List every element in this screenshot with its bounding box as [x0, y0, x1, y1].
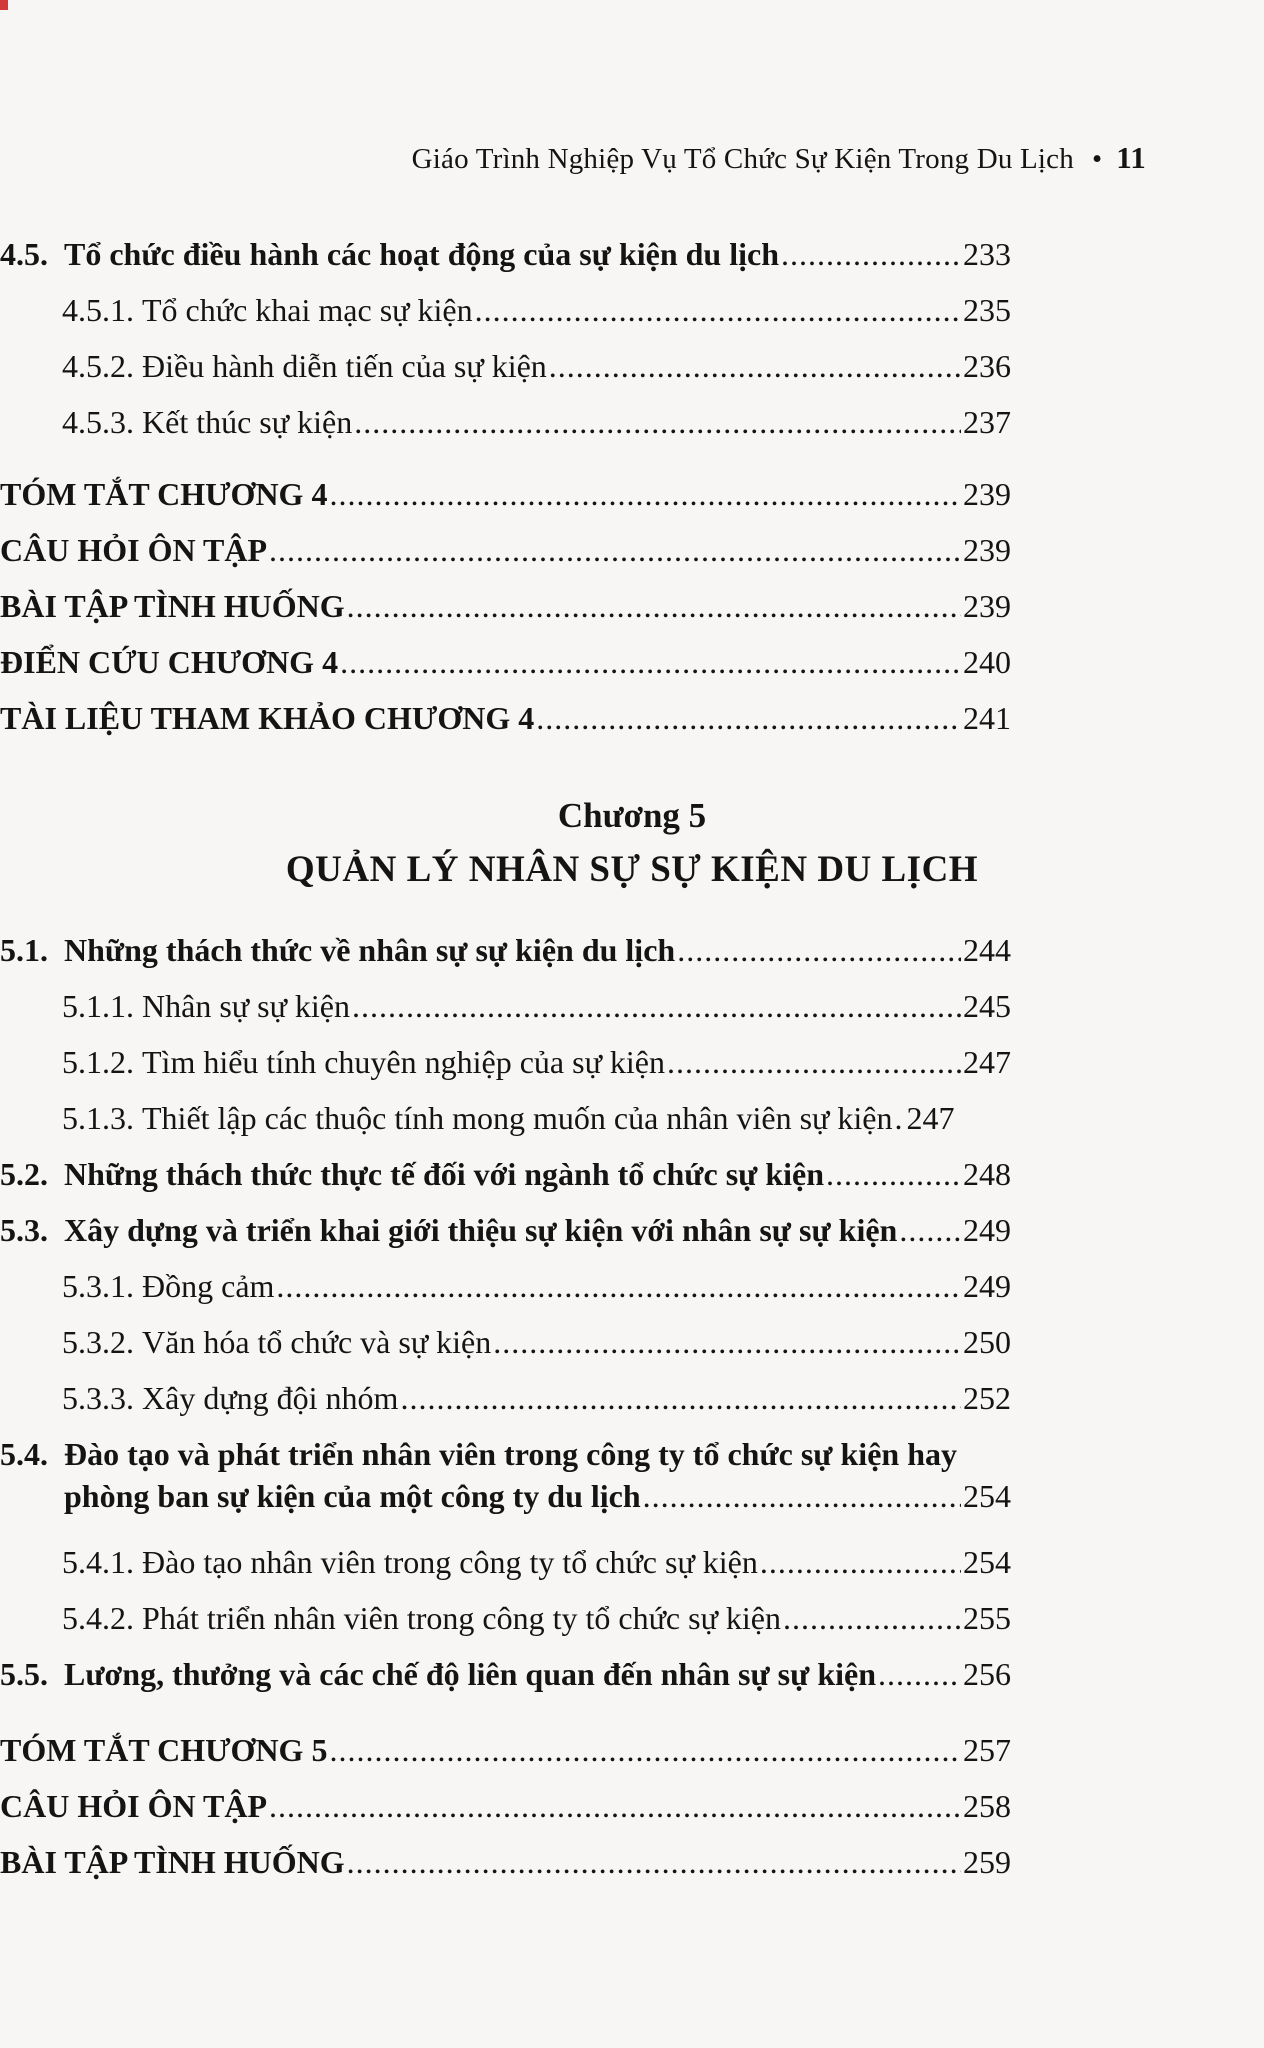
toc-entry-4-5-2[interactable] — [0, 346, 1011, 388]
dot-leader — [878, 1654, 961, 1696]
dot-leader — [899, 1210, 961, 1252]
entry-number: 5.5. — [0, 1656, 48, 1692]
entry-page: 235 — [963, 292, 1011, 328]
entry-page: 258 — [963, 1788, 1011, 1824]
dot-leader — [354, 402, 961, 444]
entry-number: 4.5.2. — [62, 348, 134, 384]
entry-page: 256 — [963, 1656, 1011, 1692]
entry-page: 240 — [963, 644, 1011, 680]
toc-entry-5-4[interactable] — [0, 1434, 1011, 1517]
entry-page: 233 — [963, 236, 1011, 272]
entry-page: 241 — [963, 700, 1011, 736]
dot-leader — [781, 234, 961, 276]
dot-leader — [667, 1042, 961, 1084]
toc-entry-4-5-1[interactable] — [0, 290, 1011, 332]
entry-page: 239 — [963, 532, 1011, 568]
entry-title-line2: phòng ban sự kiện của một công ty du lịch — [64, 1477, 641, 1514]
dot-leader — [347, 586, 961, 628]
entry-title: TÀI LIỆU THAM KHẢO CHƯƠNG 4 — [0, 700, 535, 736]
entry-title: Xây dựng đội nhóm — [142, 1380, 399, 1416]
dot-leader — [329, 474, 961, 516]
toc-entry-case-exercise-ch4[interactable] — [0, 586, 1011, 628]
entry-number: 4.5. — [0, 236, 48, 272]
entry-page: 239 — [963, 476, 1011, 512]
entry-title: CÂU HỎI ÔN TẬP — [0, 1788, 267, 1824]
chapter-title: QUẢN LÝ NHÂN SỰ SỰ KIỆN DU LỊCH — [285, 849, 979, 890]
entry-page: 239 — [963, 588, 1011, 624]
entry-number: 5.1.1. — [62, 988, 134, 1024]
toc-entry-4-5-3[interactable] — [0, 402, 1011, 444]
entry-page: 254 — [963, 1544, 1011, 1580]
entry-title: Đào tạo nhân viên trong công ty tổ chức sự kiện — [142, 1544, 758, 1580]
entry-number: 5.3.3. — [62, 1380, 134, 1416]
toc-entry-case-study-ch4[interactable] — [0, 642, 1011, 684]
running-header — [412, 140, 1146, 176]
toc-entry-5-2[interactable] — [0, 1154, 1011, 1196]
entry-page: 252 — [963, 1380, 1011, 1416]
entry-page: 255 — [963, 1600, 1011, 1636]
toc-entry-summary-ch4[interactable] — [0, 474, 1011, 516]
entry-title: Tổ chức điều hành các hoạt động của sự kiện du lịch — [64, 236, 779, 272]
toc-entry-5-3-1[interactable] — [0, 1266, 1011, 1308]
entry-page: 236 — [963, 348, 1011, 384]
running-header-title: Giáo Trình Nghiệp Vụ Tổ Chức Sự Kiện Trong Du Lịch — [411, 143, 1074, 175]
dot-leader — [276, 1266, 961, 1308]
entry-title: TÓM TẮT CHƯƠNG 4 — [0, 476, 328, 512]
dot-leader — [400, 1378, 961, 1420]
entry-title: Thiết lập các thuộc tính mong muốn của nhân viên sự kiện — [142, 1100, 893, 1136]
dot-leader — [760, 1542, 961, 1584]
dot-leader — [549, 346, 961, 388]
entry-page: 247 — [906, 1100, 955, 1136]
entry-title: TÓM TẮT CHƯƠNG 5 — [0, 1732, 328, 1768]
toc-entry-5-3-2[interactable] — [0, 1322, 1011, 1364]
entry-title: Điều hành diễn tiến của sự kiện — [142, 348, 547, 384]
header-bullet: • — [1091, 143, 1103, 175]
dot-leader — [493, 1322, 961, 1364]
entry-title: Nhân sự sự kiện — [142, 988, 350, 1024]
entry-title: BÀI TẬP TÌNH HUỐNG — [0, 1844, 345, 1880]
dot-leader — [894, 1098, 904, 1140]
entry-title: Lương, thưởng và các chế độ liên quan đến nhân sự sự kiện — [64, 1656, 876, 1692]
entry-number: 5.3. — [0, 1212, 48, 1248]
entry-number: 5.1. — [0, 932, 48, 968]
toc-entry-summary-ch5[interactable] — [0, 1730, 1011, 1772]
dot-leader — [352, 986, 961, 1028]
toc-entry-4-5[interactable] — [0, 234, 1011, 276]
toc-entry-5-4-1[interactable] — [0, 1542, 1011, 1584]
dot-leader — [643, 1476, 961, 1518]
entry-number: 5.3.2. — [62, 1324, 134, 1360]
entry-page: 244 — [963, 932, 1011, 968]
toc-entry-5-4-2[interactable] — [0, 1598, 1011, 1640]
entry-page: 245 — [963, 988, 1011, 1024]
toc-entry-case-exercise-ch5[interactable] — [0, 1842, 1011, 1884]
entry-title: CÂU HỎI ÔN TẬP — [0, 532, 267, 568]
toc-entry-references-ch4[interactable] — [0, 698, 1011, 740]
dot-leader — [677, 930, 961, 972]
dot-leader — [536, 698, 961, 740]
entry-title: Những thách thức về nhân sự sự kiện du lịch — [64, 932, 676, 968]
toc-entry-5-1[interactable] — [0, 930, 1011, 972]
entry-number: 5.4.1. — [62, 1544, 134, 1580]
toc-entry-5-3[interactable] — [0, 1210, 1011, 1252]
entry-title: Kết thúc sự kiện — [142, 404, 353, 440]
entry-number: 5.2. — [0, 1156, 48, 1192]
dot-leader — [269, 530, 961, 572]
entry-number: 5.4.2. — [62, 1600, 134, 1636]
dot-leader — [329, 1730, 961, 1772]
dot-leader — [826, 1154, 961, 1196]
entry-title-line1: Đào tạo và phát triển nhân viên trong công ty tổ chức sự kiện hay — [64, 1436, 957, 1472]
toc-entry-review-ch4[interactable] — [0, 530, 1011, 572]
dot-leader — [783, 1598, 961, 1640]
entry-page: 257 — [963, 1732, 1011, 1768]
entry-number: 5.3.1. — [62, 1268, 134, 1304]
dot-leader — [340, 642, 961, 684]
dot-leader — [269, 1786, 961, 1828]
entry-page: 254 — [963, 1477, 1011, 1514]
entry-page: 249 — [963, 1268, 1011, 1304]
entry-page: 249 — [963, 1212, 1011, 1248]
entry-title: ĐIỂN CỨU CHƯƠNG 4 — [0, 644, 339, 680]
entry-page: 250 — [963, 1324, 1011, 1360]
entry-title: Tìm hiểu tính chuyên nghiệp của sự kiện — [142, 1044, 665, 1080]
entry-page: 259 — [963, 1844, 1011, 1880]
toc-entry-5-1-2[interactable] — [0, 1042, 1011, 1084]
entry-title: Xây dựng và triển khai giới thiệu sự kiện với nhân sự sự kiện — [64, 1212, 898, 1248]
entry-page: 248 — [963, 1156, 1011, 1192]
dot-leader — [347, 1842, 961, 1884]
toc-entry-5-1-1[interactable] — [0, 986, 1011, 1028]
entry-number: 5.4. — [0, 1436, 48, 1472]
entry-number: 4.5.1. — [62, 292, 134, 328]
toc-entry-5-1-3[interactable] — [0, 1098, 1011, 1140]
entry-page: 247 — [963, 1044, 1011, 1080]
page-number: 11 — [1116, 140, 1146, 175]
entry-title: BÀI TẬP TÌNH HUỐNG — [0, 588, 345, 624]
scan-corner-mark — [0, 0, 8, 10]
toc-entry-5-5[interactable] — [0, 1654, 1011, 1696]
toc-entry-5-3-3[interactable] — [0, 1378, 1011, 1420]
entry-number: 5.1.2. — [62, 1044, 134, 1080]
chapter-label: Chương 5 — [557, 796, 707, 835]
entry-number: 4.5.3. — [62, 404, 134, 440]
entry-title: Đồng cảm — [142, 1268, 275, 1304]
dot-leader — [475, 290, 961, 332]
entry-title: Văn hóa tổ chức và sự kiện — [142, 1324, 492, 1360]
entry-page: 237 — [963, 404, 1011, 440]
entry-title: Tổ chức khai mạc sự kiện — [142, 292, 473, 328]
entry-number: 5.1.3. — [62, 1100, 134, 1136]
entry-title: Phát triển nhân viên trong công ty tổ chức sự kiện — [142, 1600, 781, 1636]
entry-title: Những thách thức thực tế đối với ngành tổ chức sự kiện — [64, 1156, 825, 1192]
toc-entry-review-ch5[interactable] — [0, 1786, 1011, 1828]
